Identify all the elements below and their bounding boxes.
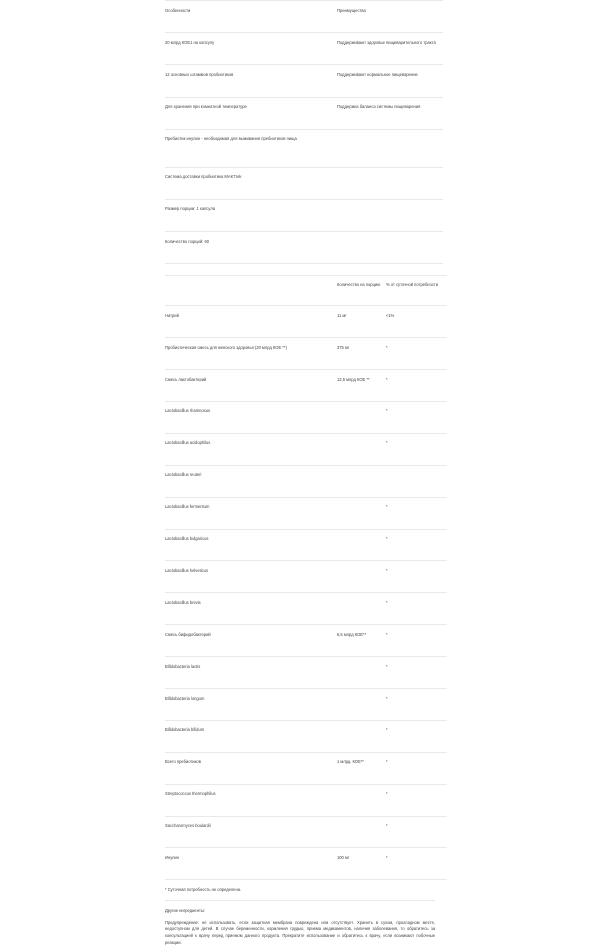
nutrient-daily-value: * [386, 529, 447, 561]
daily-value-footnote: * Суточная потребность не определена. [165, 880, 435, 901]
table-row [165, 848, 447, 880]
nutrient-daily-value: * [386, 752, 447, 784]
nutrient-column-header [165, 276, 337, 306]
nutrient-name: Lactobacillus brevis [165, 593, 337, 625]
nutrient-daily-value: * [386, 657, 447, 689]
nutrient-amount [337, 433, 386, 465]
nutrient-daily-value: * [386, 848, 447, 880]
feature-cell: 12 основных штаммов пробиотиков [165, 65, 337, 97]
nutrient-amount: 1 млрд. КОЕ** [337, 752, 386, 784]
benefit-cell [337, 199, 443, 231]
table-row [165, 657, 447, 689]
table-row [165, 497, 447, 529]
feature-cell: 20 млрд КОЕ1 на капсулу [165, 33, 337, 65]
nutrient-daily-value [386, 465, 447, 497]
benefits-column-header: Преимущества [337, 1, 443, 33]
table-row [165, 816, 447, 848]
nutrient-amount [337, 816, 386, 848]
feature-cell: Система доставки пробиотика MAKTrek [165, 167, 337, 199]
other-ingredients-heading: Другие ингредиенты: [165, 908, 205, 914]
nutrient-daily-value: * [386, 401, 447, 433]
nutrient-name: Bifidobacteria bifidum [165, 720, 337, 752]
benefit-cell [337, 167, 443, 199]
nutrient-name: Lactobacillus acidophilus [165, 433, 337, 465]
nutrient-amount: 375 мг [337, 338, 386, 370]
nutrient-name: Lactobacillus helveticus [165, 561, 337, 593]
nutrient-name: Смесь лактобактерий [165, 370, 337, 402]
features-benefits-table [165, 0, 443, 264]
table-row [165, 232, 443, 264]
facts-table-head [165, 276, 447, 306]
facts-table-body [165, 306, 447, 880]
nutrient-name: Lactobacillus reuteri [165, 465, 337, 497]
nutrient-name: Streptococcus thermophilus [165, 784, 337, 816]
nutrient-daily-value: * [386, 370, 447, 402]
table-row [165, 465, 447, 497]
nutrient-daily-value: * [386, 593, 447, 625]
nutrient-amount: 11 мг [337, 306, 386, 338]
nutrient-name: Lactobacillus rhamnosus [165, 401, 337, 433]
table-row [165, 625, 447, 657]
nutrient-name: Lactobacillus fermentum [165, 497, 337, 529]
table-row [165, 97, 443, 129]
nutrient-name: Bifidobacteria lactis [165, 657, 337, 689]
nutrient-daily-value: * [386, 784, 447, 816]
table-row [165, 1, 443, 33]
nutrient-daily-value: * [386, 689, 447, 721]
nutrient-amount [337, 497, 386, 529]
benefit-cell: Поддержка баланса системы пищеварения [337, 97, 443, 129]
benefit-cell [337, 129, 443, 167]
nutrient-daily-value: * [386, 497, 447, 529]
nutrient-daily-value: * [386, 720, 447, 752]
features-column-header: Особенности [165, 1, 337, 33]
nutrient-name: Bifidobacteria longum [165, 689, 337, 721]
nutrient-amount: 6,5 млрд КОЕ** [337, 625, 386, 657]
nutrient-daily-value: * [386, 561, 447, 593]
table-header-row [165, 276, 447, 306]
table-row [165, 199, 443, 231]
nutrient-daily-value: <1% [386, 306, 447, 338]
nutrient-name: Всего пребиотиков [165, 752, 337, 784]
table-row [165, 370, 447, 402]
nutrient-amount [337, 529, 386, 561]
warning-text: Предупреждение: не использовать, если защитная мембрана повреждена или отсутствует. Хранить в сухом, прохладном месте, недоступном для детей. В случае беременности, кормления грудью, приема медикаментов, наличия заболевания, то обратитесь за консультацией к врачу перед приемом данного продукта. Прекратите использование и обратитесь к врачу, если возникают побочные реакции. [165, 919, 435, 945]
feature-cell: Пребиотик инулин - необходимая для выживания пребиотиков пища [165, 129, 337, 167]
table-row [165, 306, 447, 338]
nutrient-amount [337, 784, 386, 816]
table-row [165, 65, 443, 97]
content-column [165, 0, 439, 946]
nutrient-amount [337, 401, 386, 433]
nutrient-amount [337, 720, 386, 752]
nutrient-name: Lactobacillus bulgaricus [165, 529, 337, 561]
daily-value-header: % от суточной потребности [386, 276, 447, 306]
nutrient-daily-value: * [386, 816, 447, 848]
nutrient-name: Пробиотическая смесь для женского здоровья (20 млрд КОЕ **) [165, 338, 337, 370]
table-row [165, 338, 447, 370]
nutrient-amount [337, 561, 386, 593]
servings-per-container-cell: Количество порций: 60 [165, 232, 337, 264]
table-row [165, 593, 447, 625]
nutrient-amount: 100 мг [337, 848, 386, 880]
table-row [165, 401, 447, 433]
nutrient-name: Смесь бифидобактерий [165, 625, 337, 657]
nutrient-amount [337, 465, 386, 497]
nutrient-daily-value: * [386, 433, 447, 465]
nutrient-amount [337, 593, 386, 625]
table-row [165, 167, 443, 199]
table-row [165, 561, 447, 593]
nutrient-name: Натрий [165, 306, 337, 338]
table-row [165, 129, 443, 167]
table-row [165, 752, 447, 784]
supplement-facts-table [165, 275, 447, 880]
nutrient-amount [337, 657, 386, 689]
benefit-cell: Поддерживают нормальное пищеварение [337, 65, 443, 97]
table-spacer [165, 264, 435, 275]
serving-size-cell: Размер порции: 1 капсула [165, 199, 337, 231]
benefit-cell: Поддерживают здоровье пищеварительного тракта [337, 33, 443, 65]
nutrient-daily-value: * [386, 338, 447, 370]
table-row [165, 689, 447, 721]
nutrient-amount [337, 689, 386, 721]
nutrient-daily-value: * [386, 625, 447, 657]
nutrient-amount: 13,5 млрд КОЕ ** [337, 370, 386, 402]
table-row [165, 433, 447, 465]
feature-cell: Для хранения при комнатной температуре [165, 97, 337, 129]
nutrient-name: Инулин [165, 848, 337, 880]
table-row [165, 529, 447, 561]
amount-per-serving-header: Количество на порцию [337, 276, 386, 306]
table-row [165, 784, 447, 816]
table-row [165, 33, 443, 65]
nutrient-name: Saccharomyces boulardii [165, 816, 337, 848]
features-table-body [165, 1, 443, 264]
table-row [165, 720, 447, 752]
benefit-cell [337, 232, 443, 264]
